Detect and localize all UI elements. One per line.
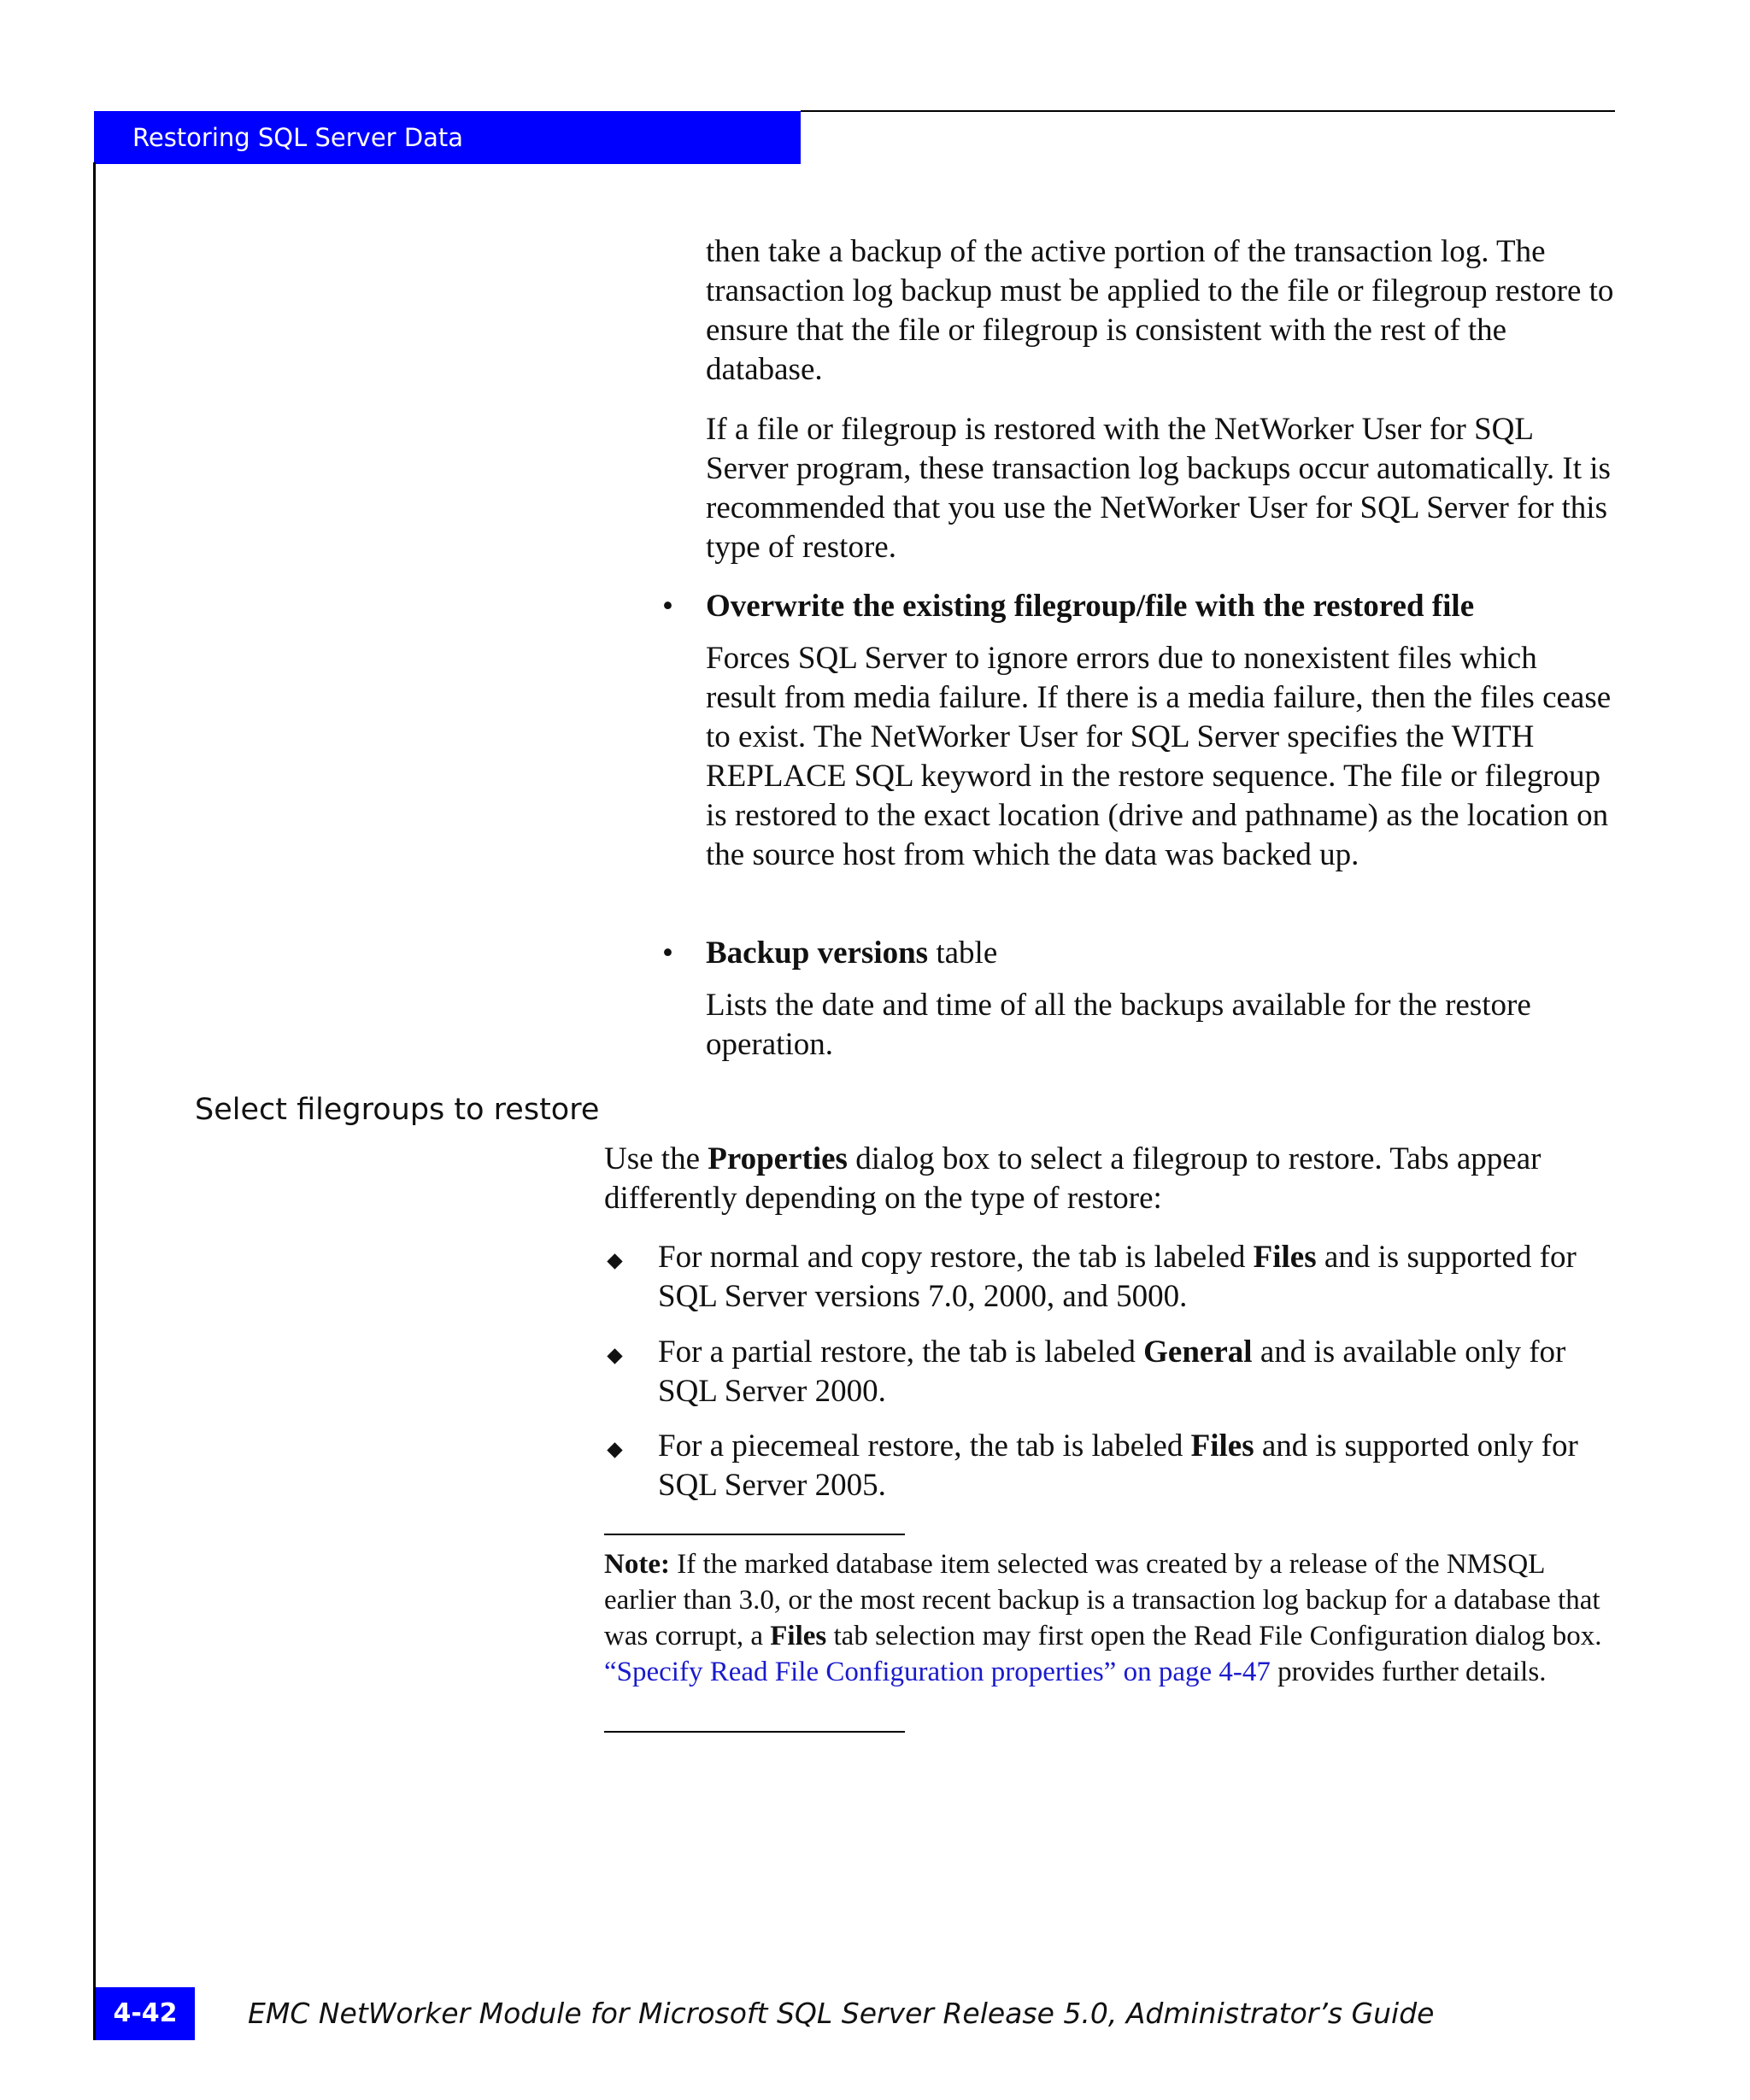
bullet-title-overwrite: Overwrite the existing filegroup/file with the restored file <box>706 589 1475 624</box>
bullet-dot: • <box>662 936 673 971</box>
section-heading: Select filegroups to restore <box>195 1093 600 1127</box>
left-margin-rule <box>93 162 96 2040</box>
page-number: 4-42 <box>96 1987 195 2040</box>
list-item: For a partial restore, the tab is labeled General and is available only for SQL Server 2000. <box>658 1334 1566 1409</box>
note-top-rule <box>604 1534 905 1535</box>
note-block: Note: If the marked database item selected was created by a release of the NMSQL earlier than 3.0, or the most recent backup is a transaction log backup for a database that was corrupt, a Files tab selection may first open the Read File Configuration dialog box. “Specify Read File Configuration properties” on page 4-47 provides further details. <box>604 1549 1602 1687</box>
cross-reference-link[interactable]: “Specify Read File Configuration properties” on page 4-47 <box>604 1657 1271 1687</box>
list-item: For normal and copy restore, the tab is labeled Files and is supported for SQL Server versions 7.0, 2000, and 5000. <box>658 1240 1577 1314</box>
bullet-dot: • <box>662 589 673 624</box>
list-item: For a piecemeal restore, the tab is labeled Files and is supported only for SQL Server 2005. <box>658 1428 1578 1503</box>
paragraph-continuation: then take a backup of the active portion of the transaction log. The transaction log backup must be applied to the file or filegroup restore to ensure that the file or filegroup is consistent with the rest of the database. <box>706 234 1614 387</box>
footer-doc-title: EMC NetWorker Module for Microsoft SQL Server Release 5.0, Administrator’s Guide <box>248 1997 1435 2030</box>
bullet-text-backup-versions: Lists the date and time of all the backups available for the restore operation. <box>706 988 1531 1062</box>
bullet-title-backup-versions: Backup versions table <box>706 936 998 971</box>
note-bottom-rule <box>604 1731 905 1733</box>
diamond-bullet-icon <box>607 1348 622 1364</box>
paragraph-transaction-log: If a file or filegroup is restored with the NetWorker User for SQL Server program, these transaction log backups occur automatically. It is recommended that you use the NetWorker User for SQL Server for this type of restore. <box>706 412 1611 565</box>
section-intro: Use the Properties dialog box to select a filegroup to restore. Tabs appear differently depending on the type of restore: <box>604 1141 1542 1216</box>
section-header: Restoring SQL Server Data <box>94 111 801 164</box>
diamond-bullet-icon <box>607 1442 622 1458</box>
bullet-text-overwrite: Forces SQL Server to ignore errors due to nonexistent files which result from media failure. If there is a media failure, then the files cease to exist. The NetWorker User for SQL Server specifies the WITH REPLACE SQL keyword in the restore sequence. The file or filegroup is restored to the exact location (drive and pathname) as the location on the source host from which the data was backed up. <box>706 641 1612 872</box>
diamond-bullet-icon <box>607 1253 622 1269</box>
header-rule <box>801 110 1615 112</box>
